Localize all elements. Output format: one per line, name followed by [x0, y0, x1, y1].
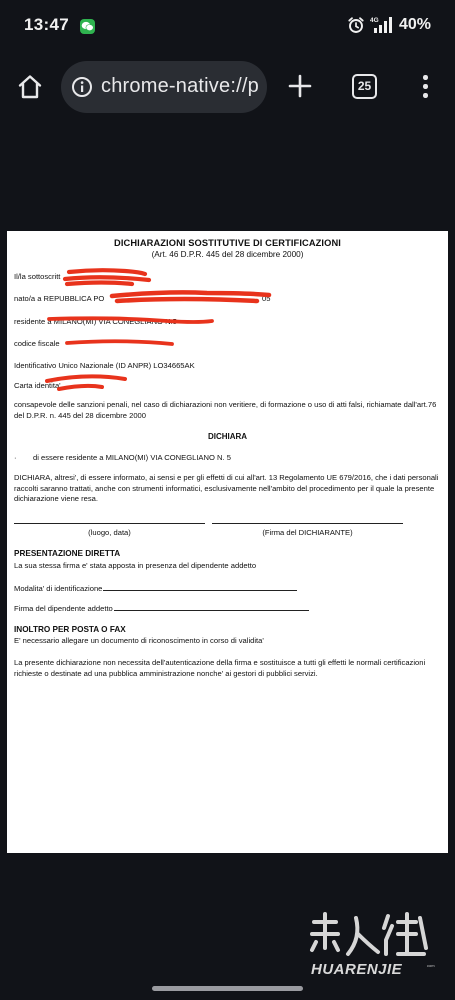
modalita-field [14, 583, 297, 593]
tab-count: 25 [357, 79, 372, 93]
privacy-paragraph: DICHIARA, altresi', di essere informato, ai sensi e per gli effetti di cui all'art. 13 Regolamento UE 679/2016, che i dati personali raccolti saranno trattati, anche con strumenti informatici, esclusivamente nell'ambito del procedimento per il quale la presente dichiarazione viene resa. [14, 473, 439, 503]
new-tab-button[interactable] [287, 73, 313, 99]
field-value: 05 [262, 294, 271, 303]
field-label: codice fiscale [14, 339, 60, 348]
statement-text: di essere residente a MILANO(MI) VIA CONEGLIANO N. 5 [33, 453, 231, 462]
field-label: residente a MILANO(MI) VIA CONEGLIANO N.5 [14, 317, 177, 326]
gesture-bar[interactable] [152, 986, 303, 991]
watermark-com: com [427, 963, 435, 968]
posta-heading: INOLTRO PER POSTA O FAX [14, 625, 126, 634]
field-label: Il/la sottoscritt [14, 272, 61, 281]
address-bar[interactable] [61, 61, 267, 113]
watermark-text: HUARENJIE [311, 961, 403, 978]
alarm-icon [347, 16, 365, 34]
place-date-caption: (luogo, data) [88, 528, 131, 537]
document-subtitle: (Art. 46 D.P.R. 445 del 28 dicembre 2000) [151, 250, 304, 259]
posta-text: E' necessario allegare un documento di riconoscimento in corso di validita' [14, 636, 264, 645]
status-time: 13:47 [24, 15, 69, 34]
presentazione-heading: PRESENTAZIONE DIRETTA [14, 549, 121, 558]
info-icon[interactable] [71, 76, 93, 98]
redaction-marks [7, 231, 448, 411]
document-title: DICHIARAZIONI SOSTITUTIVE DI CERTIFICAZIONI [114, 238, 341, 248]
signature-line [212, 523, 403, 524]
status-bar [0, 0, 455, 52]
closing-paragraph: La presente dichiarazione non necessita dell'autenticazione della firma e sostituisce a tutti gli effetti le normali certificazioni richieste o destinate ad una pubblica amministrazione nonche' ai gestori di pubblici servizi. [14, 658, 426, 678]
wechat-icon [80, 19, 95, 34]
battery-level: 40% [398, 16, 431, 33]
signature-caption: (Firma del DICHIARANTE) [262, 528, 353, 537]
consapevole-paragraph: consapevole delle sanzioni penali, nel caso di dichiarazioni non veritiere, di formazione o uso di atti falsi, richiamate dall'art.76 del D.P.R. n. 445 del 28 dicembre 2000 [14, 400, 437, 420]
kebab-menu-icon[interactable] [415, 72, 435, 100]
network-label: 4G [369, 17, 379, 24]
firma-dipendente-field [14, 603, 309, 613]
dichiara-heading: DICHIARA [207, 432, 248, 441]
tab-switcher-button[interactable] [352, 74, 377, 99]
plus-icon [287, 73, 313, 99]
home-button[interactable] [15, 72, 45, 102]
browser-toolbar [0, 52, 455, 120]
field-label: Identificativo Unico Nazionale (ID ANPR) LO34665AK [14, 361, 195, 370]
presentazione-text: La sua stessa firma e' stata apposta in presenza del dipendente addetto [14, 561, 257, 570]
place-date-line [14, 523, 205, 524]
url-text[interactable]: chrome-native://p [101, 75, 259, 97]
firma-dipendente-label: Firma del dipendente addetto [14, 604, 113, 613]
field-label: nato/a a REPUBBLICA PO [14, 294, 105, 303]
bullet-mark: · [14, 453, 17, 462]
field-label: Carta identita' [14, 381, 61, 390]
document-page [7, 231, 448, 853]
home-icon [15, 72, 45, 102]
modalita-label: Modalita' di identificazione [14, 584, 103, 593]
signal-icon [370, 16, 394, 34]
